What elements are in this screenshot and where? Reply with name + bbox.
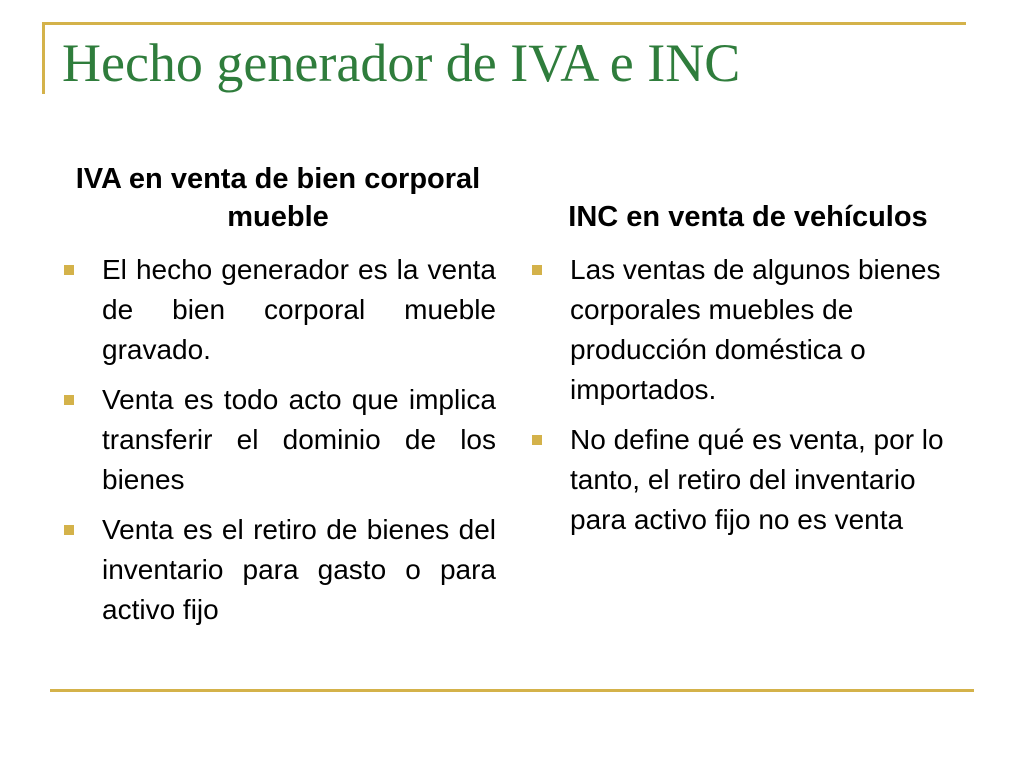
square-bullet-icon: [532, 265, 542, 275]
right-column: [528, 160, 968, 550]
right-bullet-list: [528, 250, 968, 540]
bullet-text: Venta es el retiro de bienes del inventario para gasto o para activo fijo: [102, 514, 496, 625]
frame-left-rule: [42, 22, 45, 94]
left-bullet-list: [60, 250, 496, 630]
bullet-text: No define qué es venta, por lo tanto, el retiro del inventario para activo fijo no es venta: [570, 424, 944, 535]
square-bullet-icon: [64, 395, 74, 405]
square-bullet-icon: [64, 525, 74, 535]
frame-bottom-rule: [50, 689, 974, 692]
left-column: [60, 160, 496, 640]
list-item: [528, 420, 968, 540]
bullet-text: Las ventas de algunos bienes corporales muebles de producción doméstica o importados.: [570, 254, 941, 405]
left-column-heading: IVA en venta de bien corporal mueble: [75, 163, 481, 233]
square-bullet-icon: [532, 435, 542, 445]
slide-title: Hecho generador de IVA e INC: [62, 33, 741, 93]
list-item: [60, 250, 496, 370]
list-item: [60, 510, 496, 630]
bullet-text: El hecho generador es la venta de bien corporal mueble gravado.: [102, 254, 496, 365]
list-item: [528, 250, 968, 410]
square-bullet-icon: [64, 265, 74, 275]
list-item: [60, 380, 496, 500]
frame-top-rule: [42, 22, 966, 25]
right-column-heading: INC en venta de vehículos: [568, 201, 928, 233]
bullet-text: Venta es todo acto que implica transferir el dominio de los bienes: [102, 384, 496, 495]
